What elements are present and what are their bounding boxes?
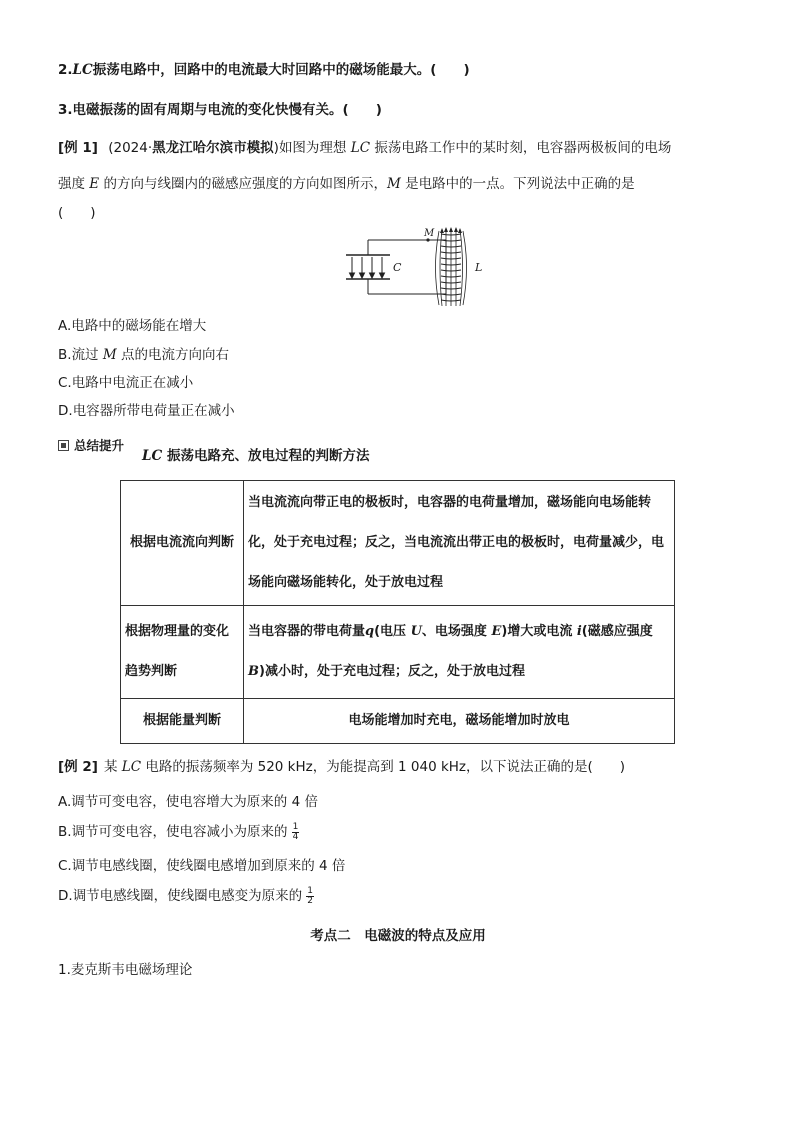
example-2-option-b — [58, 822, 299, 842]
summary-title-lc: LC — [142, 448, 163, 464]
q2-answer-paren: ( ) — [430, 62, 470, 78]
example-1-lc: LC — [350, 140, 371, 156]
label-c: C — [393, 261, 402, 274]
example-1-text-b: 振荡电路工作中的某时刻，电容器两极板间的电场 — [370, 140, 672, 156]
example-1-tag: [例 1] — [58, 140, 98, 156]
table-row-content — [244, 606, 675, 699]
fraction-numerator: 1 — [292, 821, 299, 832]
example-1-line-2 — [58, 174, 635, 194]
table-row-content: 当电流流向带正电的极板时，电容器的电荷量增加，磁场能向电场能转化，处于充电过程；反之，当电流流出带正电的极板时，电荷量减少，电场能向磁场能转化，处于放电过程 — [244, 481, 675, 606]
option-text: 调节电感线圈，使线圈电感变为原来的 — [72, 888, 303, 904]
option-text: 电路中的磁场能在增大 — [71, 318, 207, 334]
table-row-head: 根据电流流向判断 — [121, 481, 244, 606]
content-part: (磁感应强度 — [581, 624, 653, 639]
example-1-source-open: (2024· — [108, 140, 153, 156]
section-title: 考点二 电磁波的特点及应用 — [310, 928, 486, 944]
item-1-text: 1.麦克斯韦电磁场理论 — [58, 962, 193, 978]
option-letter: C. — [58, 375, 72, 391]
summary-label — [58, 436, 124, 456]
var-q: q — [365, 624, 375, 639]
summary-label-text: 总结提升 — [74, 438, 125, 453]
summary-title — [142, 446, 369, 466]
option-text: 调节可变电容，使电容减小为原来的 — [71, 824, 288, 840]
option-var-m: M — [102, 347, 117, 363]
q3-text: 3.电磁振荡的固有周期与电流的变化快慢有关。 — [58, 102, 343, 118]
example-1-line-1 — [58, 138, 671, 158]
section-heading — [58, 926, 738, 946]
table-row-content: 电场能增加时充电，磁场能增加时放电 — [244, 699, 675, 744]
label-l: L — [475, 261, 483, 274]
example-2-text-b: 电路的振荡频率为 520 kHz，为能提高到 1 040 kHz，以下说法正确的是 — [141, 759, 588, 775]
example-1-option-c — [58, 373, 193, 393]
lc-circuit-figure — [338, 226, 518, 308]
example-2-lc: LC — [121, 759, 142, 775]
var-e: E — [491, 624, 502, 639]
example-2-text-a: 某 — [103, 759, 122, 775]
example-1-var-m: M — [386, 176, 401, 192]
example-1-source: 黑龙江哈尔滨市模拟 — [152, 140, 274, 156]
option-letter: A. — [58, 794, 72, 810]
example-2-tag: [例 2] — [58, 759, 98, 775]
q2-number: 2. — [58, 62, 73, 78]
fraction-one-half — [306, 887, 314, 906]
table-row — [121, 699, 675, 744]
example-1-text-e: 是电路中的一点。下列说法中正确的是 — [400, 176, 635, 192]
item-1 — [58, 960, 192, 980]
option-text: 点的电流方向向右 — [116, 347, 229, 363]
content-part: )增大或电流 — [501, 624, 577, 639]
fraction-numerator: 1 — [307, 885, 313, 896]
example-1-paren: ( ) — [58, 205, 96, 221]
table-row — [121, 481, 675, 606]
example-1-text-d: 的方向与线圈内的磁感应强度的方向如图所示， — [99, 176, 387, 192]
option-letter: C. — [58, 858, 72, 874]
option-text: 电容器所带电荷量正在减小 — [72, 403, 235, 419]
var-i: i — [576, 624, 582, 639]
label-m: M — [424, 228, 435, 239]
option-letter: A. — [58, 318, 72, 334]
summary-title-text: 振荡电路充、放电过程的判断方法 — [162, 448, 370, 464]
example-1-var-e: E — [89, 176, 100, 192]
var-u: U — [410, 624, 422, 639]
q2-lc: LC — [72, 62, 93, 78]
example-2-stem — [58, 757, 625, 777]
content-part: 当电容器的带电荷量 — [248, 624, 366, 639]
example-2-option-a — [58, 792, 318, 812]
example-1-text-a: 如图为理想 — [278, 140, 351, 156]
summary-table — [120, 480, 675, 744]
electric-field-arrows — [350, 257, 385, 278]
option-text: 电路中电流正在减小 — [71, 375, 194, 391]
option-letter: B. — [58, 824, 72, 840]
summary-icon — [58, 440, 69, 451]
example-2-paren: ( ) — [587, 759, 626, 775]
content-part: 、电场强度 — [421, 624, 492, 639]
fraction-denominator: 2 — [307, 895, 313, 906]
option-letter: B. — [58, 347, 72, 363]
example-1-option-b — [58, 345, 229, 365]
example-1-answer-paren — [58, 203, 96, 223]
question-2 — [58, 60, 470, 80]
question-3 — [58, 100, 382, 120]
table-row-head: 根据能量判断 — [121, 699, 244, 744]
q2-text: 振荡电路中，回路中的电流最大时回路中的磁场能最大。 — [92, 62, 431, 78]
content-part: (电压 — [374, 624, 411, 639]
option-text: 调节可变电容，使电容增大为原来的 4 倍 — [71, 794, 318, 810]
example-2-option-d — [58, 886, 314, 906]
option-letter: D. — [58, 888, 73, 904]
example-1-option-d — [58, 401, 235, 421]
option-letter: D. — [58, 403, 73, 419]
q3-answer-paren: ( ) — [342, 102, 382, 118]
table-row-head: 根据物理量的变化趋势判断 — [121, 606, 244, 699]
var-b: B — [248, 664, 259, 679]
option-text: 调节电感线圈，使线圈电感增加到原来的 4 倍 — [71, 858, 346, 874]
table-row — [121, 606, 675, 699]
fraction-one-quarter — [292, 823, 300, 842]
fraction-denominator: 4 — [292, 831, 299, 842]
example-1-text-c: 强度 — [58, 176, 90, 192]
example-1-source-close: ) — [273, 140, 279, 156]
example-1-option-a — [58, 316, 206, 336]
option-pre: 流过 — [71, 347, 103, 363]
content-part: )减小时，处于充电过程；反之，处于放电过程 — [259, 664, 525, 679]
example-2-option-c — [58, 856, 345, 876]
